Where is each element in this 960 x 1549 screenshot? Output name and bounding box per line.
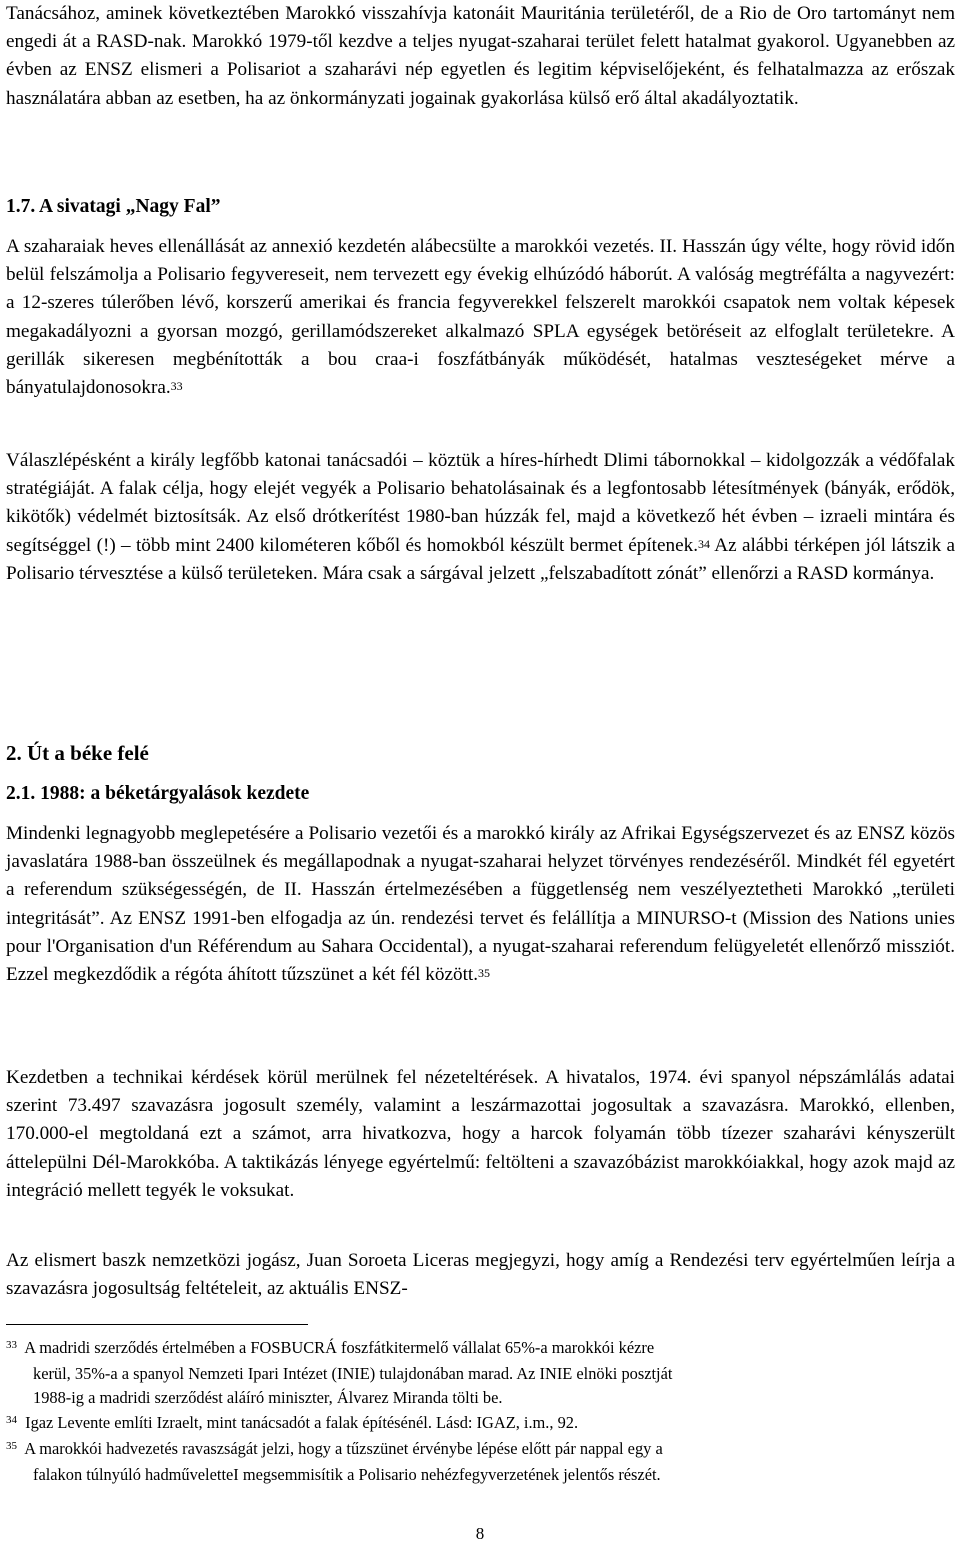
heading-2-1-text: 2.1. 1988: a béketárgyalások kezdete bbox=[6, 783, 310, 804]
paragraph-2-text: A szaharaiak heves ellenállását az annexió kezdetén alábecsülte a marokkói vezetés. II. Hasszán úgy vélte, hogy rövid időn belül felszámolja a Polisario fegyvereseit, nem tervezett egy évekig elhúzódó háborút. A valóság megtréfálta a nagyvezért: a 12-szeres túlerőben lévő, korszerű amerikai és francia fegyverekkel felszerelt marokkói csapatok nem voltak képesek megakadályozni a gyorsan mozgó, gerillamódszereket alkalmazó SPLA egységek betöréseit az elfoglalt területekre. A gerillák sikeresen megbénították a bou craa-i foszfátbányák működését, hatalmas veszteségeket mérve a bányatulajdonosokra. bbox=[6, 236, 955, 399]
footnote-33 bbox=[6, 1336, 946, 1410]
heading-1-7-text: 1.7. A sivatagi „Nagy Fal” bbox=[6, 196, 221, 217]
footnote-35-line-2: falakon túlnyúló hadműveletteI megsemmisítik a Polisario nehézfegyverzetének jelentős részét. bbox=[33, 1465, 661, 1484]
paragraph-6 bbox=[6, 1247, 955, 1303]
page-number: 8 bbox=[475, 1524, 485, 1543]
paragraph-4-text: Mindenki legnagyobb meglepetésére a Polisario vezetői és a marokkó király az Afrikai Egységszervezet és az ENSZ közös javaslatára 1988-ban összeülnek és megállapodnak a nyugat-szaharai helyzet törvényes rendezéséről. Mindkét fél egyetért a referendum szükségességén, de II. Hasszán értelmezésében a függetlenség nem veszélyeztetheti Marokkó „területi integritását”. Az ENSZ 1991-ben elfogadja az ún. rendezési tervet és felállítja a MINURSO-t (Mission des Nations unies pour l'Organisation d'un Référendum au Sahara Occidental), a nyugat-szaharai referendum felügyeletét ellenőrző missziót. Ezzel megkezdődik a régóta áhított tűzszünet a két fél között. bbox=[6, 823, 955, 986]
paragraph-5 bbox=[6, 1064, 955, 1205]
paragraph-2 bbox=[6, 233, 955, 402]
paragraph-6-text: Az elismert baszk nemzetközi jogász, Juan Soroeta Liceras megjegyzi, hogy amíg a Rendezési terv egyértelműen leírja a szavazásra jogosultság feltételeit, az aktuális ENSZ- bbox=[6, 1250, 955, 1300]
paragraph-1-text: Tanácsához, aminek következtében Marokkó visszahívja katonáit Mauritánia területéről, de a Rio de Oro tartományt nem engedi át a RASD-nak. Marokkó 1979-től kezdve a teljes nyugat-szaharai terület felett hatalmat gyakorol. Ugyanebben az évben az ENSZ elismeri a Polisariot a szaharávi nép egyetlen és legitim képviselőjeként, és felhatalmazza az erőszak használatára abban az esetben, ha az önkormányzati jogainak gyakorlása külső erő által akadályoztatik. bbox=[6, 3, 955, 109]
footnote-34 bbox=[6, 1411, 946, 1437]
footnote-35 bbox=[6, 1437, 946, 1487]
paragraph-3 bbox=[6, 447, 955, 588]
footnote-33-line-1: A madridi szerződés értelmében a FOSBUCRÁ foszfátkitermelő vállalat 65%-a marokkói kézre bbox=[24, 1338, 655, 1357]
heading-1-7 bbox=[6, 193, 221, 221]
footnote-35-line-1: A marokkói hadvezetés ravaszságát jelzi, hogy a tűzszünet érvénybe lépése előtt pár nappal egy a bbox=[24, 1439, 663, 1458]
footnote-35-number: 35 bbox=[6, 1440, 17, 1452]
footnote-34-number: 34 bbox=[6, 1414, 17, 1426]
paragraph-3b-text: Az alábbi térképen jól látszik a Polisario térvesztése a külső területeken. Mára csak a sárgával jelzett „felszabadított zónát” ellenőrzi a RASD kormánya. bbox=[6, 534, 956, 584]
footnote-separator bbox=[6, 1324, 308, 1325]
footnote-ref-35: 35 bbox=[478, 966, 491, 981]
footnote-ref-34: 34 bbox=[698, 536, 711, 551]
footnote-34-line-1: Igaz Levente említi Izraelt, mint tanácsadót a falak építésénél. Lásd: IGAZ, i.m., 92. bbox=[25, 1413, 579, 1432]
paragraph-4 bbox=[6, 820, 955, 989]
paragraph-1 bbox=[6, 0, 955, 113]
paragraph-5-text: Kezdetben a technikai kérdések körül merülnek fel nézeteltérések. A hivatalos, 1974. évi spanyol népszámlálás adatai szerint 73.497 szavazásra jogosult személy, valamint a leszármazottai jogosultak a szavazásra. Marokkó, ellenben, 170.000-el megtoldaná ezt a számot, arra hivatkozva, hogy a harcok folyamán több tízezer szaharávi kényszerült áttelepülni Dél-Marokkóba. A taktikázás lényege egyértelmű: feltölteni a szavazóbázist marokkóiakkal, hogy azok majd az integráció mellett tegyék le voksukat. bbox=[6, 1067, 955, 1201]
footnote-33-line-3: 1988-ig a madridi szerződést aláíró miniszter, Álvarez Miranda tölti be. bbox=[33, 1388, 503, 1407]
heading-2-1 bbox=[6, 780, 309, 808]
footnote-33-line-2: kerül, 35%-a a spanyol Nemzeti Ipari Intézet (INIE) tulajdonában marad. Az INIE elnöki posztját bbox=[33, 1364, 673, 1383]
paragraph-3a-text: Válaszlépésként a király legfőbb katonai tanácsadói – köztük a híres-hírhedt Dlimi tábornokkal – kidolgozzák a védőfalak stratégiáját. A falak célja, hogy elejét vegyék a Polisario behatolásainak és a legfontosabb létesítmények (bányák, erődök, kikötők) védelmét biztosítsák. Az első drótkerítést 1980-ban húzzák fel, majd a következő hét évben – izraeli mintára és segítséggel (!) – több mint 2400 kilométeren kőből és homokból készült bermet építenek. bbox=[6, 450, 955, 556]
footnote-ref-33: 33 bbox=[170, 379, 183, 394]
heading-2-text: 2. Út a béke felé bbox=[6, 741, 149, 765]
heading-2 bbox=[6, 739, 149, 767]
footnote-33-number: 33 bbox=[6, 1339, 17, 1351]
